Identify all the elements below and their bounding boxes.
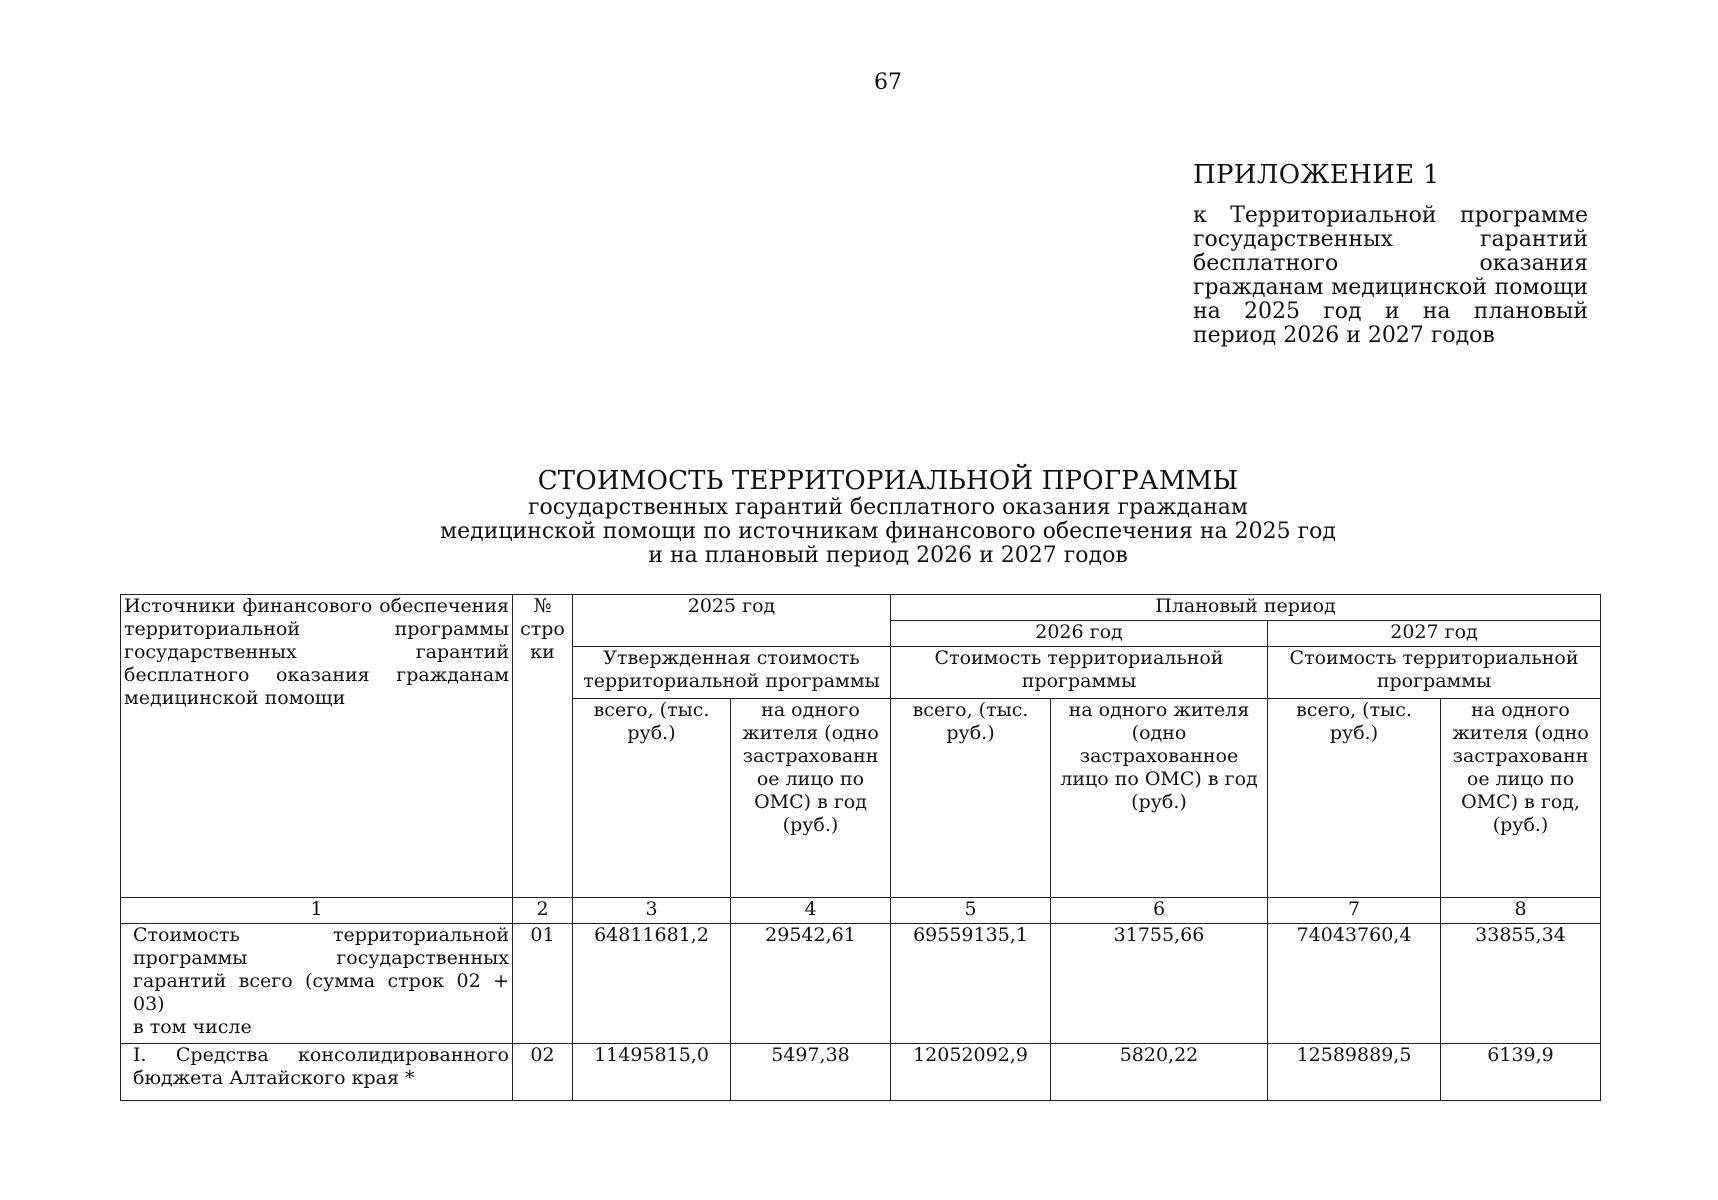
appendix-title: ПРИЛОЖЕНИЕ 1 [1193,160,1440,190]
row-source [121,924,513,1044]
cell-total-2026: 69559135,1 [891,924,1051,1044]
header-per-capita-2026: на одного жителя (одно застрахованное лицо по ОМС) в год (руб.) [1051,699,1268,898]
header-per-capita-2025: на одного жителя (одно застрахованн ое лицо по ОМС) в год (руб.) [731,699,891,898]
column-number: 8 [1441,898,1601,924]
column-number: 3 [573,898,731,924]
row-source-note: в том числе [133,1016,252,1038]
header-total-2026: всего, (тыс. руб.) [891,699,1051,898]
cell-per-capita-2025: 29542,61 [731,924,891,1044]
row-source-text: Стоимость территориальной программы государственных гарантий всего (сумма строк 02 + 03) [133,924,509,1015]
appendix-block [1193,160,1588,348]
header-sources: Источники финансового обеспечения территориальной программы государственных гарантий бесплатного оказания гражданам медицинской помощи [121,595,513,898]
header-cost-2026: Стоимость территориальной программы [891,647,1268,699]
table-row [121,924,1601,1044]
title-line-2: медицинской помощи по источникам финансового обеспечения на 2025 год [440,519,1336,544]
header-planned-period: Плановый период [891,595,1601,621]
title-line-1: государственных гарантий бесплатного оказания гражданам [527,495,1249,520]
cell-total-2025: 11495815,0 [573,1044,731,1101]
header-total-2027: всего, (тыс. руб.) [1268,699,1441,898]
header-approved-cost: Утвержденная стоимость территориальной программы [573,647,891,699]
cell-per-capita-2026: 5820,22 [1051,1044,1268,1101]
cell-per-capita-2025: 5497,38 [731,1044,891,1101]
column-number: 4 [731,898,891,924]
header-row-number: № стро ки [513,595,573,898]
cell-per-capita-2027: 6139,9 [1441,1044,1601,1101]
title-line-3: и на плановый период 2026 и 2027 годов [648,543,1128,568]
cell-total-2026: 12052092,9 [891,1044,1051,1101]
header-per-capita-2027: на одного жителя (одно застрахованн ое лицо по ОМС) в год, (руб.) [1441,699,1601,898]
header-year-2027: 2027 год [1268,621,1601,647]
column-number: 1 [121,898,513,924]
row-source-text: I. Средства консолидированного бюджета Алтайского края * [133,1044,509,1089]
row-number: 02 [513,1044,573,1101]
column-number: 7 [1268,898,1441,924]
cell-total-2027: 74043760,4 [1268,924,1441,1044]
row-number: 01 [513,924,573,1044]
cost-table [120,594,1601,1101]
header-year-2025: 2025 год [573,595,891,647]
title-main: СТОИМОСТЬ ТЕРРИТОРИАЛЬНОЙ ПРОГРАММЫ [537,466,1239,496]
header-total-2025: всего, (тыс. руб.) [573,699,731,898]
header-cost-2027: Стоимость территориальной программы [1268,647,1601,699]
column-numbers-row [121,898,1601,924]
page-number: 67 [874,70,902,95]
cell-total-2025: 64811681,2 [573,924,731,1044]
cell-per-capita-2027: 33855,34 [1441,924,1601,1044]
column-number: 5 [891,898,1051,924]
header-year-2026: 2026 год [891,621,1268,647]
cell-per-capita-2026: 31755,66 [1051,924,1268,1044]
cell-total-2027: 12589889,5 [1268,1044,1441,1101]
column-number: 2 [513,898,573,924]
document-title [0,466,1718,568]
column-number: 6 [1051,898,1268,924]
appendix-text: к Территориальной программе государственных гарантий бесплатного оказания гражданам медицинской помощи на 2025 год и на плановый период 2026 и 2027 годов [1193,203,1588,348]
table-row [121,1044,1601,1101]
row-source [121,1044,513,1101]
